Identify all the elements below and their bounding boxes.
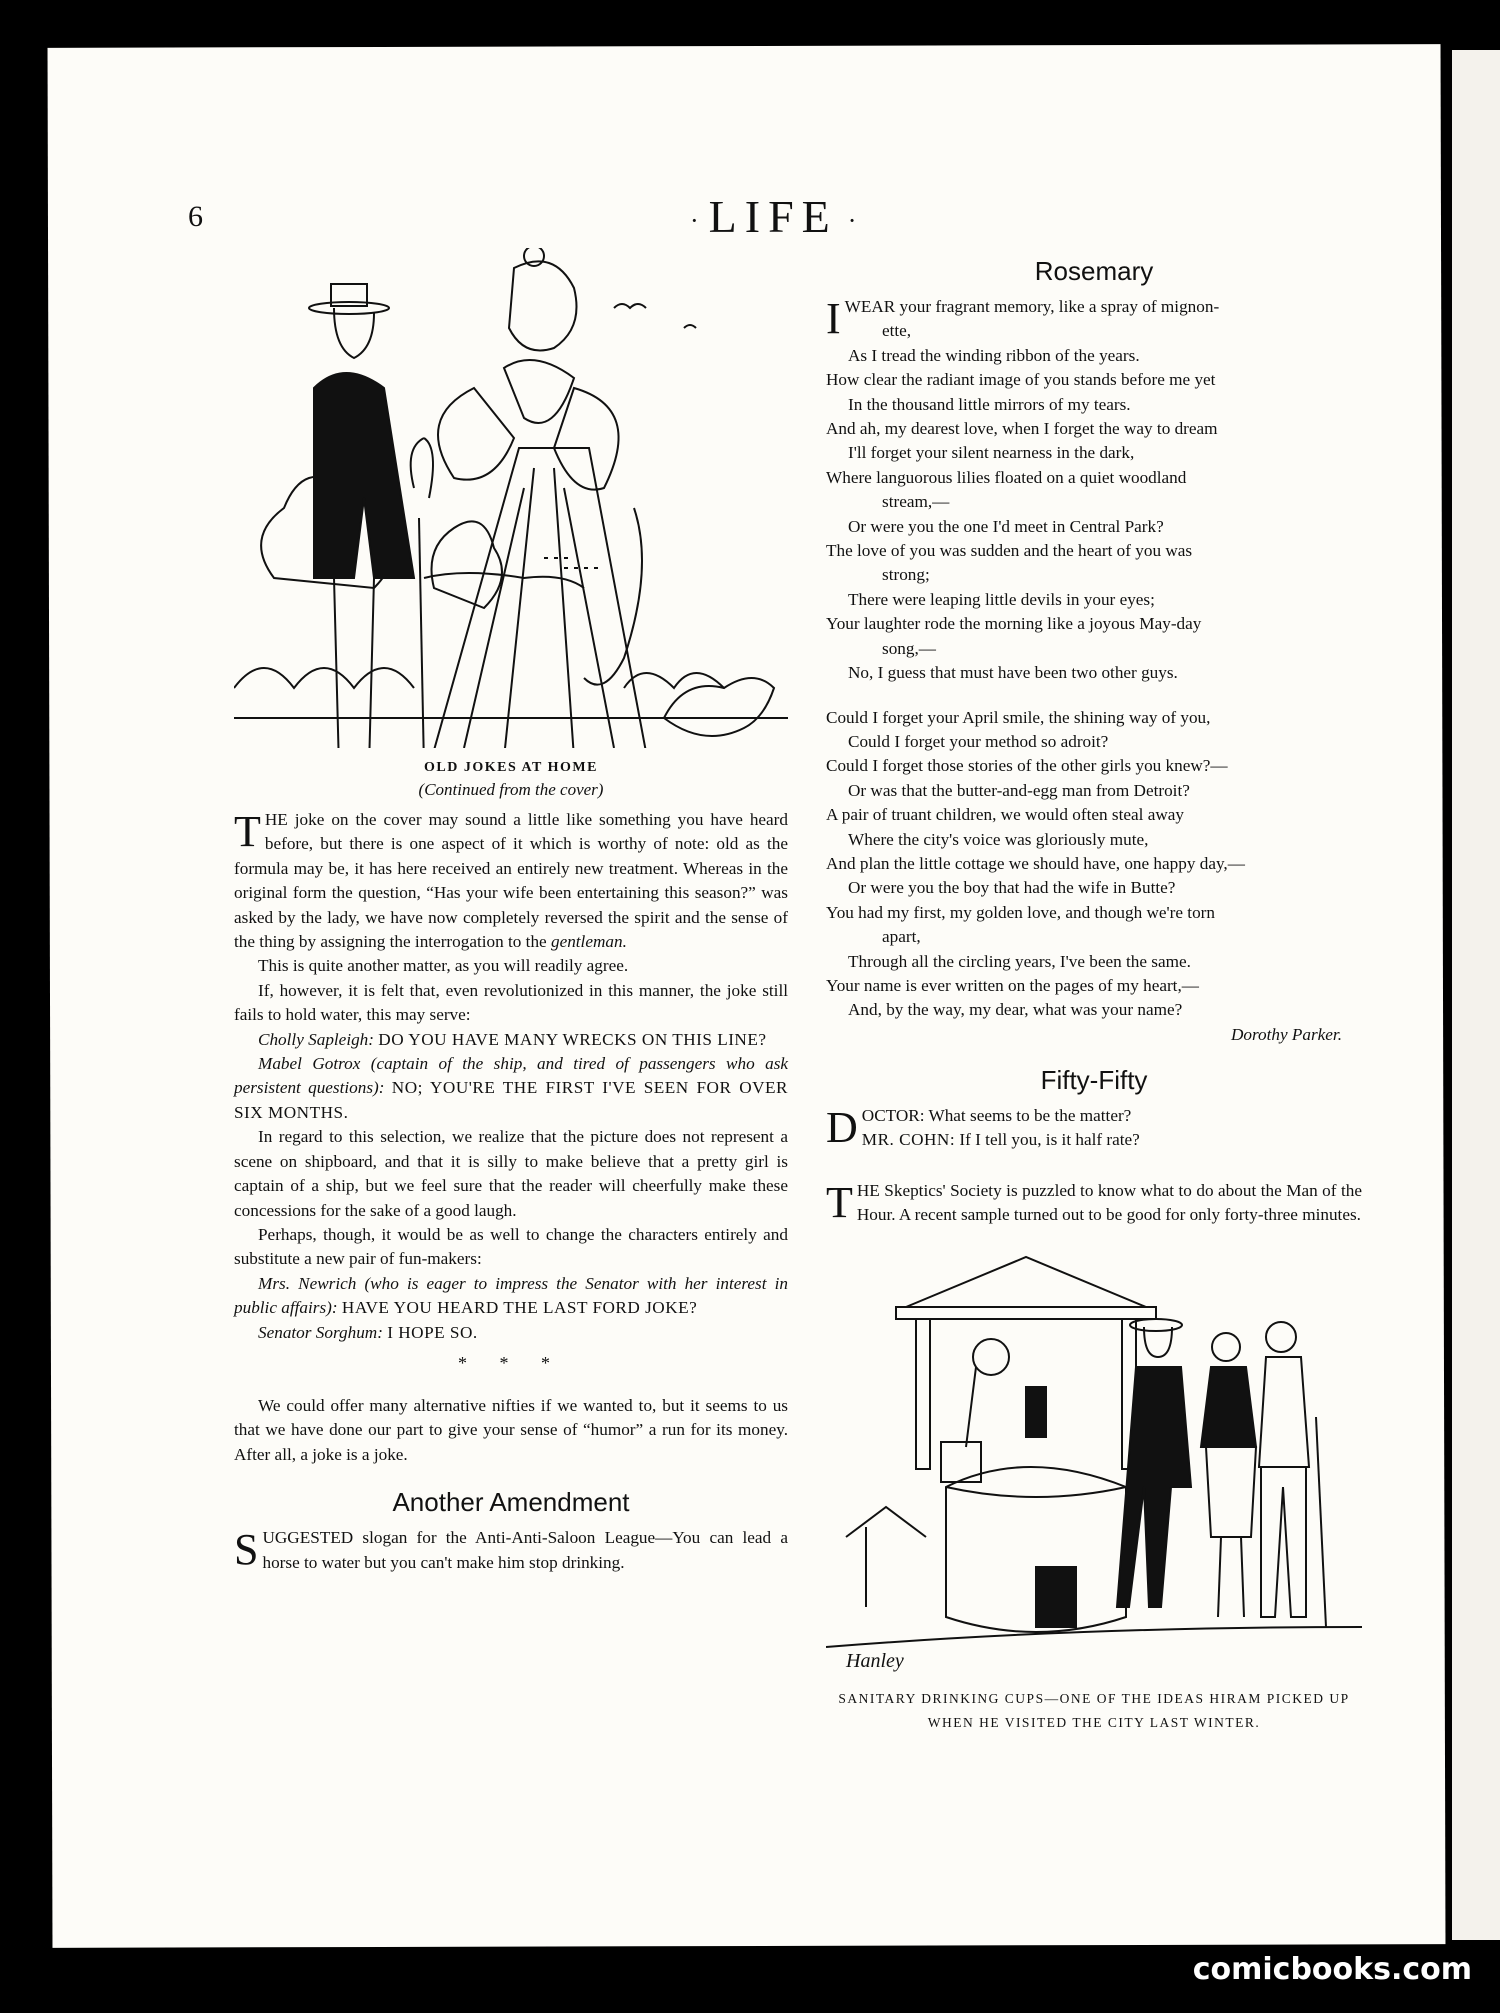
poem-line: Where the city's voice was gloriously mute,	[848, 829, 1149, 849]
poem-line: Your laughter rode the morning like a joyous May-day	[826, 614, 1202, 634]
poem-line: Could I forget your method so adroit?	[848, 731, 1109, 751]
poem-line: Your name is ever written on the pages of my heart,—	[826, 975, 1199, 995]
poem-line: In the thousand little mirrors of my tears.	[848, 394, 1131, 414]
couple-illustration	[234, 248, 788, 748]
poem-line: Or were you the one I'd meet in Central Park?	[848, 516, 1164, 536]
old-jokes-para-5: Perhaps, though, it would be as well to change the characters entirely and substitute a new pair of fun-makers:	[234, 1224, 788, 1269]
dialogue-2: Mabel Gotrox (captain of the ship, and tired of passengers who ask persistent questions): NO; YOU'RE THE FIRST I'VE SEEN FOR OVER SIX MONTHS.	[234, 1054, 789, 1122]
dropcap: T	[234, 807, 261, 856]
poem-line: No, I guess that must have been two other guys.	[848, 663, 1178, 683]
next-page-edge	[1452, 50, 1500, 1940]
illustration-caption: OLD JOKES AT HOME	[424, 760, 598, 775]
fifty-title: Fifty-Fifty	[1040, 1064, 1148, 1095]
watermark-text: comicbooks.com	[1192, 1952, 1472, 1987]
poem-line: Or were you the boy that had the wife in Butte?	[848, 878, 1176, 898]
amendment-text: SUGGESTED slogan for the Anti-Anti-Saloon League—You can lead a horse to water but you can't make him stop drinking.	[234, 1525, 788, 1575]
poem-author: Dorothy Parker.	[1230, 1024, 1342, 1044]
dialogue-4: Senator Sorghum: I HOPE SO.	[258, 1322, 478, 1342]
poem-line: You had my first, my golden love, and though we're torn	[826, 902, 1215, 922]
poem-line: As I tread the winding ribbon of the years.	[848, 345, 1140, 365]
dropcap: S	[234, 1525, 259, 1575]
poem-line: And plan the little cottage we should have, one happy day,—	[826, 853, 1245, 873]
rosemary-poem	[826, 295, 1362, 1023]
well-illustration	[826, 1247, 1362, 1687]
poem-line: The love of you was sudden and the heart of you was	[826, 541, 1193, 561]
poem-line: Could I forget those stories of the other girls you knew?—	[826, 756, 1228, 776]
right-column	[826, 256, 1362, 1735]
poem-line: And ah, my dearest love, when I forget the way to dream	[826, 419, 1218, 439]
poem-line: song,—	[882, 638, 936, 658]
poem-line: A pair of truant children, we would often steal away	[826, 805, 1184, 825]
old-jokes-para-3: If, however, it is felt that, even revolutionized in this manner, the joke still fails to hold water, this may serve:	[234, 980, 788, 1025]
dropcap: D	[826, 1102, 858, 1152]
rosemary-title: Rosemary	[1034, 256, 1154, 286]
poem-line: Or was that the butter-and-egg man from Detroit?	[848, 780, 1190, 800]
old-jokes-para-2: This is quite another matter, as you will readily agree.	[258, 956, 629, 976]
poem-line: Through all the circling years, I've been the same.	[848, 951, 1191, 971]
poem-line: strong;	[882, 565, 930, 585]
dropcap: T	[826, 1177, 853, 1227]
masthead-title: LIFE	[708, 191, 838, 242]
amendment-title: Another Amendment	[392, 1487, 630, 1518]
dropcap: I	[826, 294, 841, 343]
dialogue-1: Cholly Sapleigh: DO YOU HAVE MANY WRECKS ON THIS LINE?	[258, 1029, 767, 1049]
poem-line: And, by the way, my dear, what was your name?	[848, 1000, 1183, 1020]
illustration-subcaption: (Continued from the cover)	[418, 780, 604, 799]
skeptics-para: THE Skeptics' Society is puzzled to know what to do about the Man of the Hour. A recent sample turned out to be good for only forty-three minutes.	[826, 1177, 1362, 1227]
section-divider: * * *	[458, 1352, 564, 1373]
poem-line: Could I forget your April smile, the shining way of you,	[826, 707, 1211, 727]
well-caption: SANITARY DRINKING CUPS—ONE OF THE IDEAS HIRAM PICKED UP WHEN HE VISITED THE CITY LAST WINTER.	[838, 1691, 1350, 1731]
masthead: · LIFE ·	[690, 191, 857, 242]
stanza-break	[826, 686, 1362, 706]
old-jokes-para-4: In regard to this selection, we realize that the picture does not represent a scene on shipboard, and that it is silly to make believe that a pretty girl is captain of a ship, but we feel sure that the reader will cheerfully make these concessions for the sake of a good laugh.	[234, 1127, 788, 1220]
artist-signature: Hanley	[846, 1650, 904, 1673]
poem-line: I'll forget your silent nearness in the dark,	[848, 443, 1135, 463]
poem-line: WEAR your fragrant memory, like a spray of mignon-	[844, 297, 1220, 316]
old-jokes-para-6: We could offer many alternative nifties if we wanted to, but it seems to us that we have done our part to give your sense of “humor” a run for its money. After all, a joke is a joke.	[234, 1395, 788, 1464]
poem-line: ette,	[882, 321, 912, 341]
old-jokes-para-1: THE joke on the cover may sound a little like something you have heard before, but there is one aspect of it which is worthy of note: old as the formula may be, it has here received an entirely new treatment. Whereas in the original form the question, “Has your wife been entertaining this season?” was asked by the lady, we have now completely reversed the spirit and the sense of the thing by assigning the interrogation to the gentleman.	[234, 807, 788, 952]
poem-line: Where languorous lilies floated on a quiet woodland	[826, 467, 1187, 487]
poem-line: apart,	[882, 927, 921, 947]
fifty-dialogue: DOCTOR: What seems to be the matter? MR. COHN: If I tell you, is it half rate?	[826, 1102, 1140, 1152]
poem-line: How clear the radiant image of you stands before me yet	[826, 370, 1216, 390]
dialogue-3: Mrs. Newrich (who is eager to impress the Senator with her interest in public affairs): HAVE YOU HEARD THE LAST FORD JOKE?	[234, 1273, 788, 1318]
page-number: 6	[188, 200, 203, 233]
poem-line: stream,—	[882, 492, 950, 512]
poem-line: There were leaping little devils in your eyes;	[848, 589, 1155, 609]
left-column	[234, 248, 788, 1575]
